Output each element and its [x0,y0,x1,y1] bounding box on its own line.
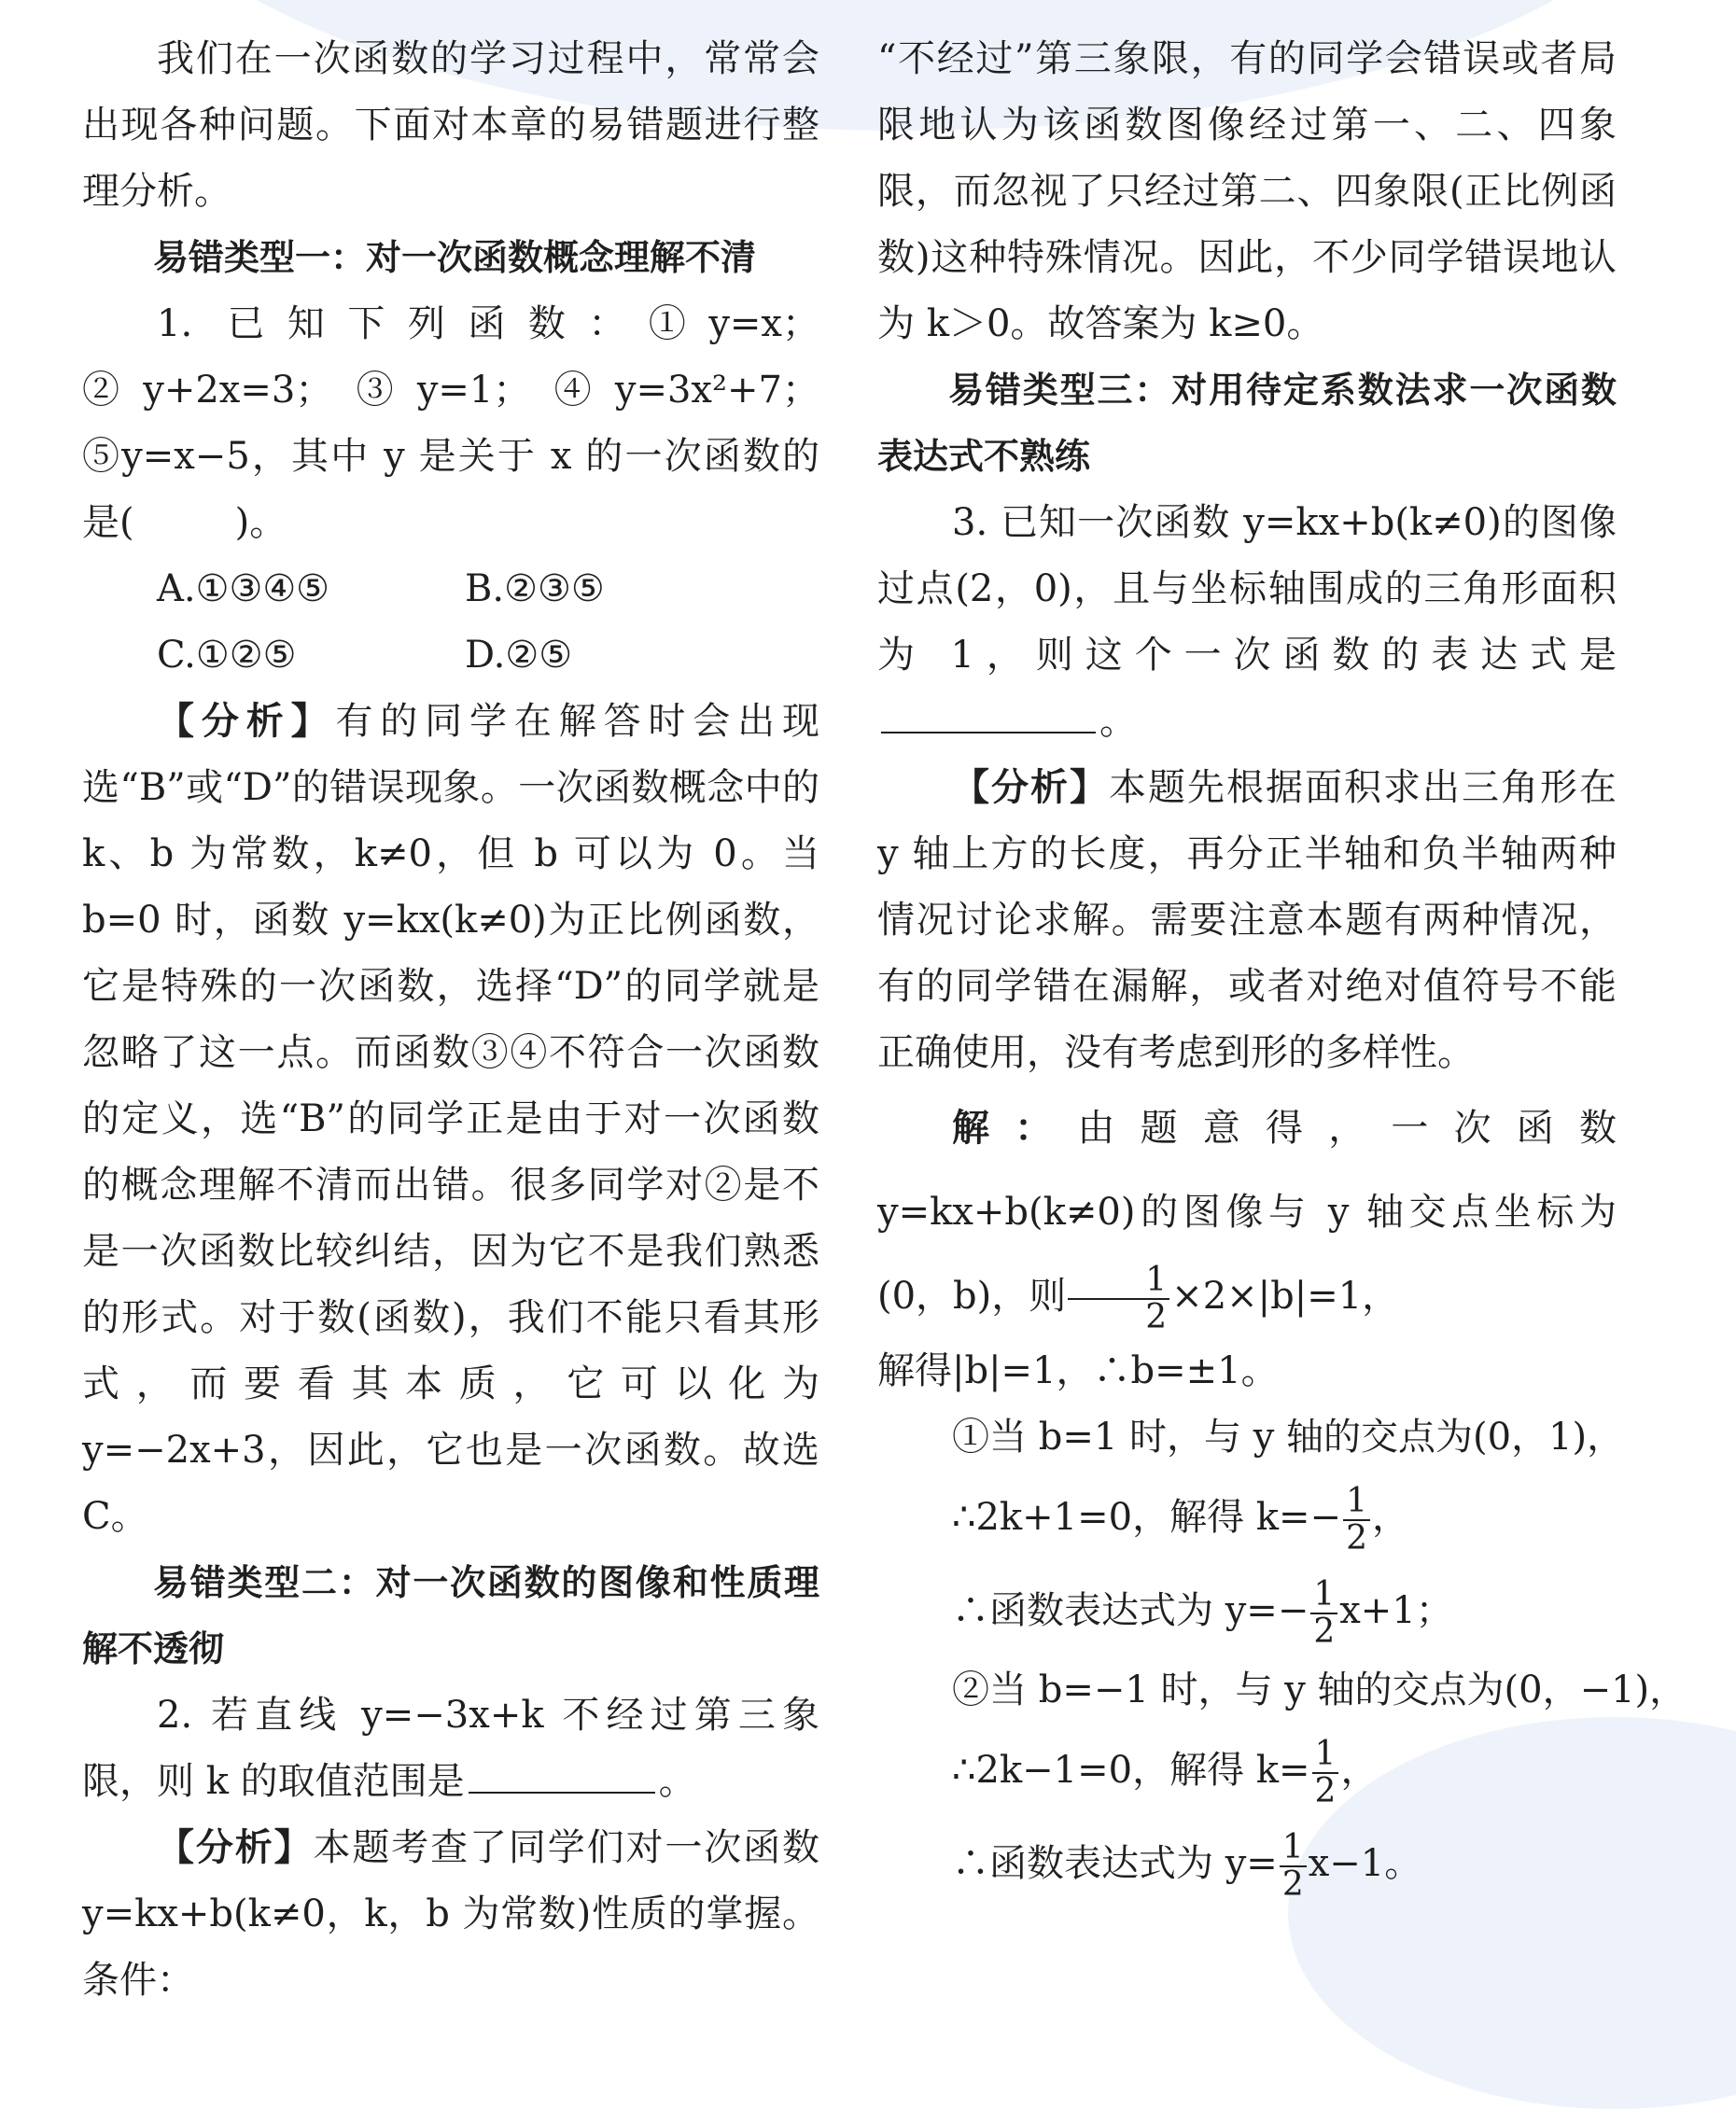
question-1-text: 1. 已知下列函数：①y=x；②y+2x=3；③y=1；④y=3x²+7；⑤y=x−5，其中 y 是关于 x 的一次函数的是( [82,302,819,544]
case-2-result: ∴函数表达式为 y= $\frac{1}{2}$ x−1。 [952,1828,1422,1904]
fraction-one-half: $\frac{1}{2}$ [1068,1263,1169,1335]
analysis-text: 本题先根据面积求出三角形在 y 轴上方的长度，再分正半轴和负半轴两种情况讨论求解。需要注意本题有两种情况，有的同学错在漏解，或者对绝对值符号不能正确使用，没有考虑到形的多样性。 [877,766,1617,1074]
analysis-text: 本题考查了同学们对一次函数 y=kx+b(k≠0，k，b 为常数)性质的掌握。条件： [82,1826,819,2002]
question-3-text-end: 。 [1099,700,1137,743]
case-2-equation: ∴2k−1=0，解得 k= $\frac{1}{2}$ ， [952,1735,1379,1810]
case-1-equation: ∴2k+1=0，解得 k=− $\frac{1}{2}$ ， [952,1482,1409,1557]
right-column [877,26,1687,1910]
option-a: A.①③④⑤ [157,567,330,610]
left-column [82,26,819,2014]
question-1-answer-blank [138,496,231,535]
question-2-answer-blank [469,1753,655,1794]
solution-text-after: ×2×|b|=1， [1171,1275,1400,1318]
analysis-label: 【分析】 [157,1826,314,1869]
analysis-label: 【分析】 [157,700,336,743]
question-3-text: 3. 已知一次函数 y=kx+b(k≠0)的图像过点(2，0)，且与坐标轴围成的三角形面积为 1，则这个一次函数的表达式是 [877,501,1617,677]
solution-text: 由题意得，一次函数 y=kx+b(k≠0)的图像与 y 轴交点坐标为(0，b)，则 [877,1107,1617,1318]
option-c: C.①②⑤ [157,634,297,677]
question-2-analysis-continued: “不经过”第三象限，有的同学会错误或者局限地认为该函数图像经过第一、二、四象限，而忽视了只经过第二、四象限(正比例函数)这种特殊情况。因此，不少同学错误地认为 k＞0。故答案为 k≥0。 [877,37,1617,345]
analysis-label: 【分析】 [952,766,1109,809]
case-1-result: ∴函数表达式为 y=− $\frac{1}{2}$ x+1； [952,1575,1453,1651]
solution-paragraph [877,1086,1617,1338]
fraction-one-half: $\frac{1}{2}$ [1280,1830,1307,1903]
solution-label: 解： [952,1107,1078,1150]
case-1-intro: ①当 b=1 时，与 y 轴的交点为(0，1)， [952,1416,1625,1459]
question-1-text-end: )。 [234,501,287,544]
fraction-one-half: $\frac{1}{2}$ [1343,1484,1370,1557]
fraction-one-half: $\frac{1}{2}$ [1312,1737,1339,1809]
error-type-2-heading: 易错类型二：对一次函数的图像和性质理解不透彻 [82,1562,819,1669]
option-d: D.②⑤ [465,634,573,677]
question-2-text-end: 。 [658,1760,696,1803]
option-b: B.②③⑤ [465,567,605,610]
question-1-options [82,556,819,689]
question-2-analysis-start [82,1815,819,2014]
question-2-stem [82,1683,819,1815]
error-type-1-heading: 易错类型一：对一次函数概念理解不清 [153,237,757,278]
error-type-3-heading: 易错类型三：对用待定系数法求一次函数表达式不熟练 [877,370,1617,477]
question-2-text: 2. 若直线 y=−3x+k 不经过第三象限，则 k 的取值范围是 [82,1694,819,1803]
question-1-analysis [82,689,819,1550]
case-2-intro: ②当 b=−1 时，与 y 轴的交点为(0，−1)， [952,1669,1687,1711]
solution-b-value: 解得|b|=1，∴b=±1。 [877,1349,1279,1392]
analysis-text: 有的同学在解答时会出现选“B”或“D”的错误现象。一次函数概念中的 k、b 为常数，k≠0，但 b 可以为 0。当 b=0 时，函数 y=kx(k≠0)为正比例函数，它是特殊的一次函数，选择“D”的同学就是忽略了这一点。而函数③④不符合一次函数的定义，选“B”的同学正是由于对一次函数的概念理解不清而出错。很多同学对②是不是一次函数比较纠结，因为它不是我们熟悉的形式。对于数(函数)，我们不能只看其形式，而要看其本质，它可以化为 y=−2x+3，因此，它也是一次函数。故选 C。 [82,700,820,1538]
fraction-one-half: $\frac{1}{2}$ [1310,1577,1337,1650]
question-3-stem [877,490,1617,755]
question-3-answer-blank [881,692,1096,733]
intro-paragraph: 我们在一次函数的学习过程中，常常会出现各种问题。下面对本章的易错题进行整理分析。 [82,37,819,213]
question-3-analysis [877,755,1617,1086]
question-1-stem [82,291,819,556]
